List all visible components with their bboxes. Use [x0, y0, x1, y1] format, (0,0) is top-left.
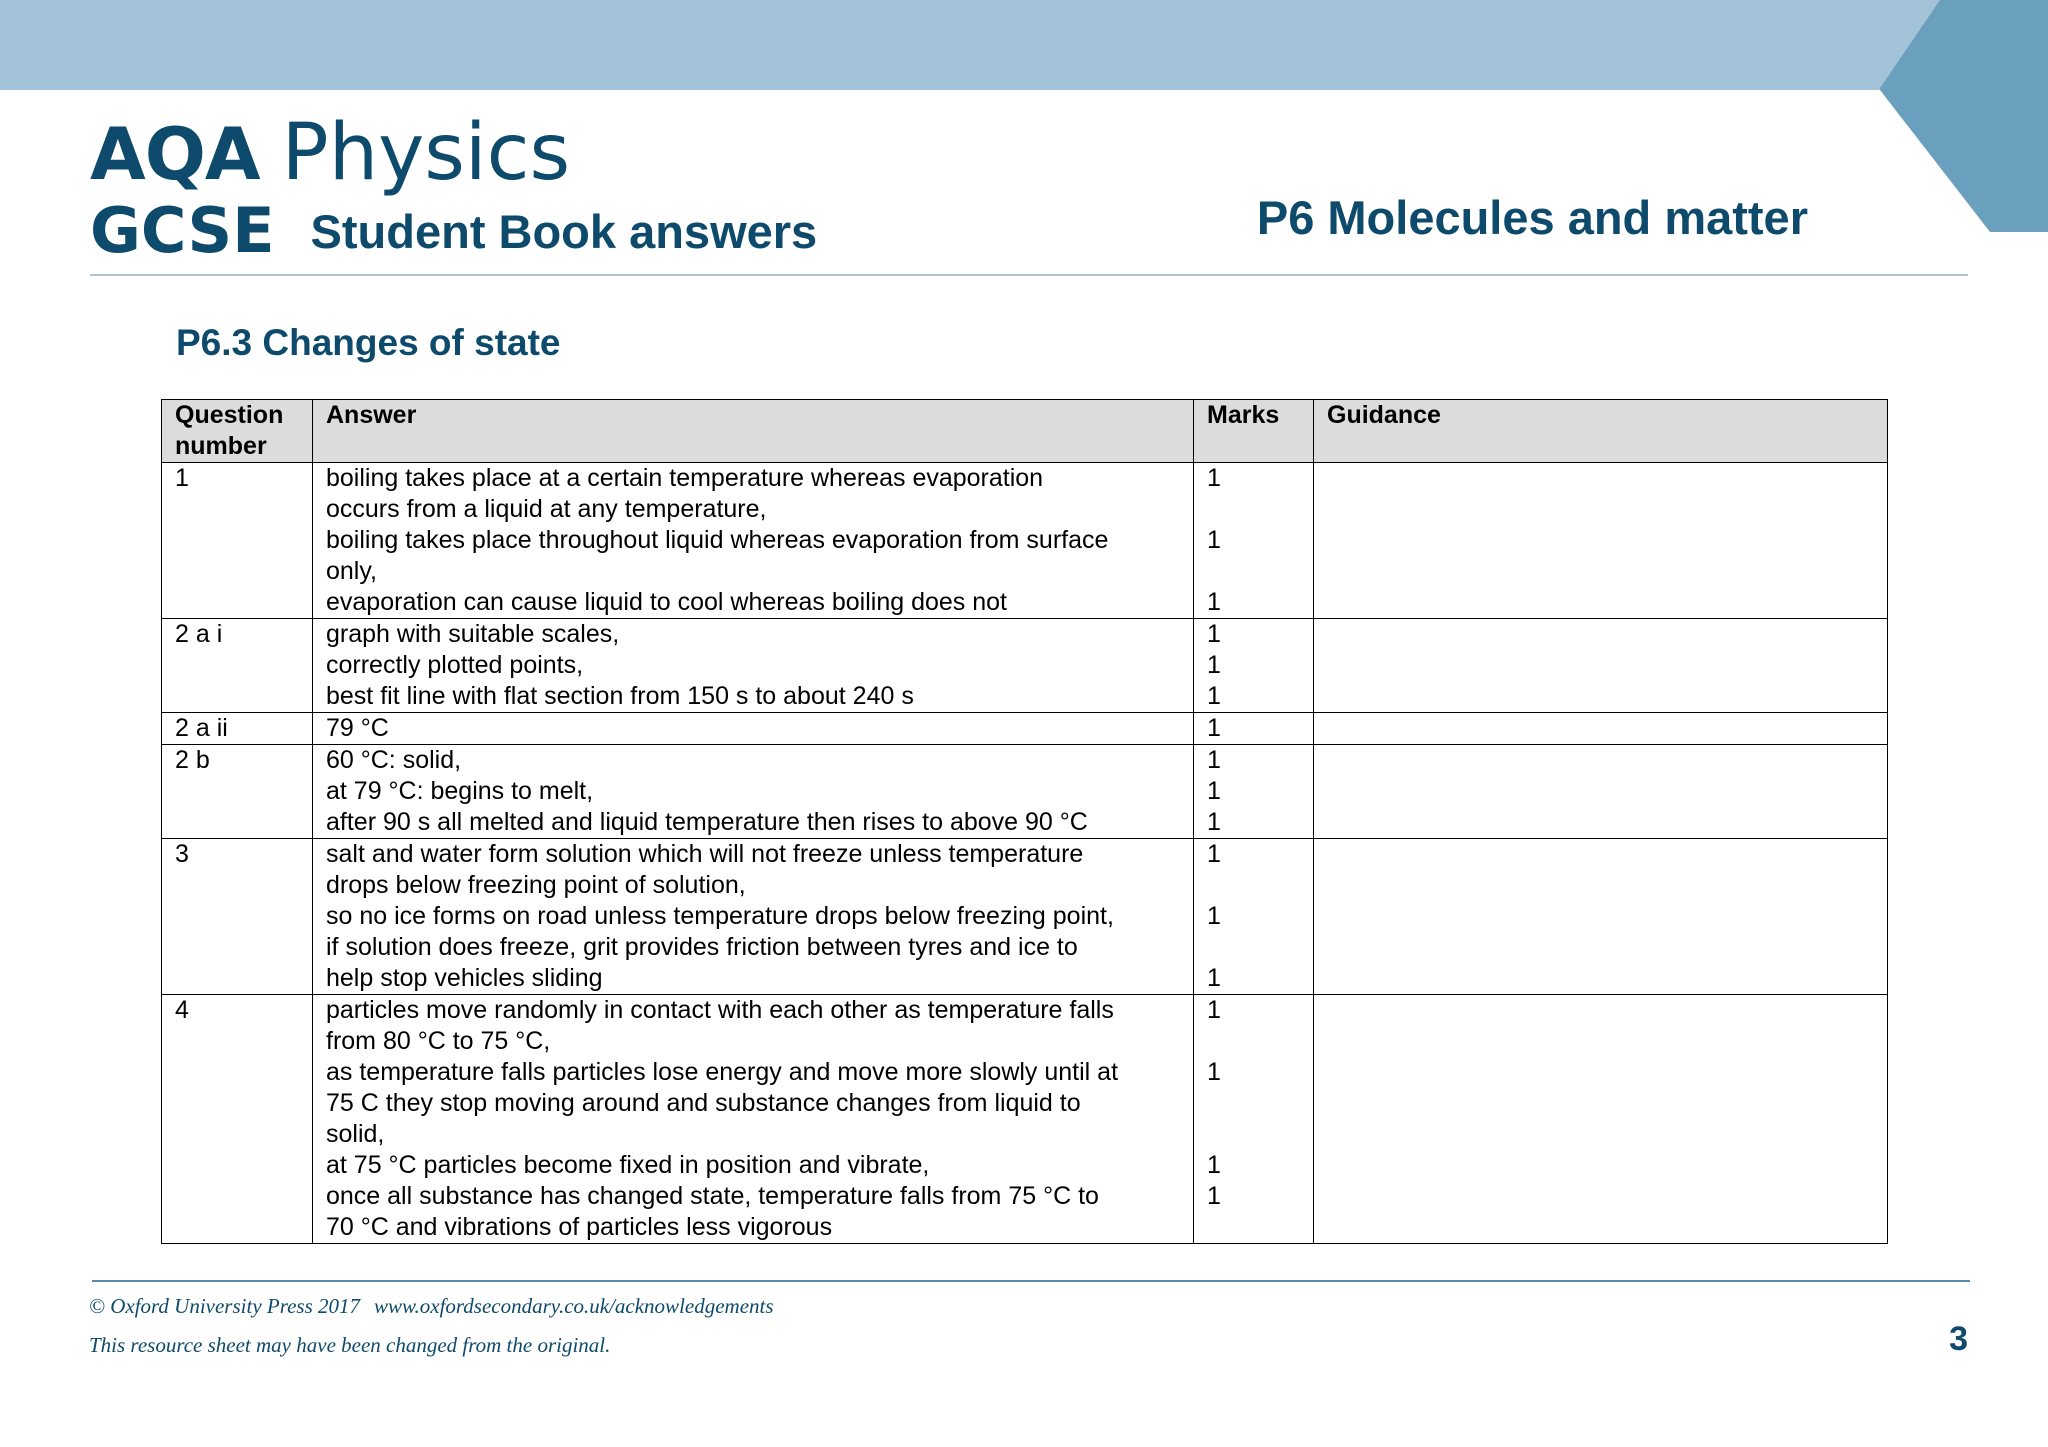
- marks-value: 1: [1207, 714, 1221, 742]
- logo-gcse-text: GCSE: [90, 194, 275, 267]
- logo-physics-text: Physics: [281, 108, 571, 198]
- header-question-line: Question: [175, 401, 284, 429]
- answer-line: 60 °C: solid,: [326, 746, 462, 774]
- marks-spacer: [1207, 1212, 1301, 1243]
- answer-cell: [313, 713, 1194, 745]
- answer-line: at 79 °C: begins to melt,: [326, 777, 594, 805]
- guidance-cell: [1314, 995, 1888, 1244]
- marks-value: 1: [1207, 808, 1221, 836]
- answer-cell: [313, 745, 1194, 839]
- answer-line: graph with suitable scales,: [326, 620, 620, 648]
- marks-value: 1: [1207, 464, 1221, 492]
- table-row: [162, 995, 1888, 1244]
- footer-note: This resource sheet may have been changed from the original.: [89, 1333, 611, 1357]
- marks-cell: [1194, 713, 1314, 745]
- table-row: [162, 619, 1888, 713]
- answer-line: after 90 s all melted and liquid temperature then rises to above 90 °C: [326, 808, 1088, 836]
- unit-title: P6 Molecules and matter: [1256, 191, 1808, 244]
- guidance-cell: [1314, 713, 1888, 745]
- guidance-cell: [1314, 839, 1888, 995]
- answer-line: once all substance has changed state, temperature falls from 75 °C to: [326, 1182, 1099, 1210]
- guidance-cell: [1314, 745, 1888, 839]
- answer-line: correctly plotted points,: [326, 651, 584, 679]
- marks-value: 1: [1207, 902, 1221, 930]
- answer-line: if solution does freeze, grit provides friction between tyres and ice to: [326, 933, 1078, 961]
- logo-aqa-text: AQA: [90, 112, 260, 196]
- answer-cell: [313, 995, 1194, 1244]
- header-divider: [90, 274, 1968, 276]
- question-number-cell: 2 a i: [162, 619, 313, 713]
- answer-line: solid,: [326, 1120, 385, 1148]
- answer-line: as temperature falls particles lose energy and move more slowly until at: [326, 1058, 1119, 1086]
- answer-line: particles move randomly in contact with each other as temperature falls: [326, 996, 1114, 1024]
- marks-cell: [1194, 745, 1314, 839]
- answer-line: salt and water form solution which will not freeze unless temperature: [326, 840, 1084, 868]
- marks-value: 1: [1207, 1058, 1221, 1086]
- answer-line: 75 C they stop moving around and substance changes from liquid to: [326, 1089, 1081, 1117]
- answer-line: at 75 °C particles become fixed in position and vibrate,: [326, 1151, 930, 1179]
- answer-cell: [313, 463, 1194, 619]
- marks-spacer: [1207, 1088, 1301, 1119]
- guidance-cell: [1314, 463, 1888, 619]
- question-number-cell: 3: [162, 839, 313, 995]
- marks-cell: [1194, 995, 1314, 1244]
- marks-value: 1: [1207, 682, 1221, 710]
- marks-value: 1: [1207, 746, 1221, 774]
- page-subtitle: Student Book answers: [310, 205, 818, 258]
- answer-line: boiling takes place throughout liquid whereas evaporation from surface: [326, 526, 1109, 554]
- marks-value: 1: [1207, 777, 1221, 805]
- marks-value: 1: [1207, 1151, 1221, 1179]
- aqa-logo: [90, 108, 817, 267]
- header-question: [162, 400, 313, 463]
- answer-cell: [313, 839, 1194, 995]
- question-number-cell: 2 b: [162, 745, 313, 839]
- marks-value: 1: [1207, 964, 1221, 992]
- table-row: [162, 463, 1888, 619]
- answer-line: drops below freezing point of solution,: [326, 871, 746, 899]
- footer-divider: [92, 1280, 1970, 1282]
- marks-cell: [1194, 839, 1314, 995]
- footer-copyright: [89, 1294, 774, 1319]
- marks-value: 1: [1207, 620, 1221, 648]
- question-number-cell: 4: [162, 995, 313, 1244]
- marks-value: 1: [1207, 996, 1221, 1024]
- answer-line: occurs from a liquid at any temperature,: [326, 495, 767, 523]
- guidance-cell: [1314, 619, 1888, 713]
- copyright-text: © Oxford University Press 2017: [89, 1294, 361, 1318]
- header-band: [0, 0, 2048, 90]
- question-number-cell: 1: [162, 463, 313, 619]
- answer-line: best fit line with flat section from 150 s to about 240 s: [326, 682, 914, 710]
- header-answer: Answer: [313, 400, 1194, 463]
- question-number-cell: 2 a ii: [162, 713, 313, 745]
- marks-value: 1: [1207, 651, 1221, 679]
- header-guidance: Guidance: [1314, 400, 1888, 463]
- section-title: P6.3 Changes of state: [176, 322, 561, 363]
- marks-value: 1: [1207, 1182, 1221, 1210]
- answer-line: 70 °C and vibrations of particles less vigorous: [326, 1213, 833, 1241]
- marks-value: 1: [1207, 840, 1221, 868]
- marks-spacer: [1207, 494, 1301, 525]
- marks-value: 1: [1207, 588, 1221, 616]
- marks-spacer: [1207, 932, 1301, 963]
- answer-line: from 80 °C to 75 °C,: [326, 1027, 551, 1055]
- answer-line: help stop vehicles sliding: [326, 964, 603, 992]
- table-row: [162, 745, 1888, 839]
- answers-table: [161, 399, 1888, 1244]
- page-number: 3: [1949, 1320, 1968, 1358]
- marks-cell: [1194, 619, 1314, 713]
- answer-line: 79 °C: [326, 714, 389, 742]
- marks-spacer: [1207, 1026, 1301, 1057]
- acknowledgements-link[interactable]: www.oxfordsecondary.co.uk/acknowledgements: [374, 1294, 774, 1318]
- answer-line: evaporation can cause liquid to cool whereas boiling does not: [326, 588, 1008, 616]
- table-row: [162, 713, 1888, 745]
- marks-spacer: [1207, 556, 1301, 587]
- header-question-line: number: [175, 432, 267, 460]
- answer-line: so no ice forms on road unless temperature drops below freezing point,: [326, 902, 1114, 930]
- marks-value: 1: [1207, 526, 1221, 554]
- header-marks: Marks: [1194, 400, 1314, 463]
- table-row: [162, 839, 1888, 995]
- marks-cell: [1194, 463, 1314, 619]
- table-header-row: [162, 400, 1888, 463]
- marks-spacer: [1207, 870, 1301, 901]
- answer-cell: [313, 619, 1194, 713]
- answer-line: boiling takes place at a certain temperature whereas evaporation: [326, 464, 1044, 492]
- answer-line: only,: [326, 557, 377, 585]
- marks-spacer: [1207, 1119, 1301, 1150]
